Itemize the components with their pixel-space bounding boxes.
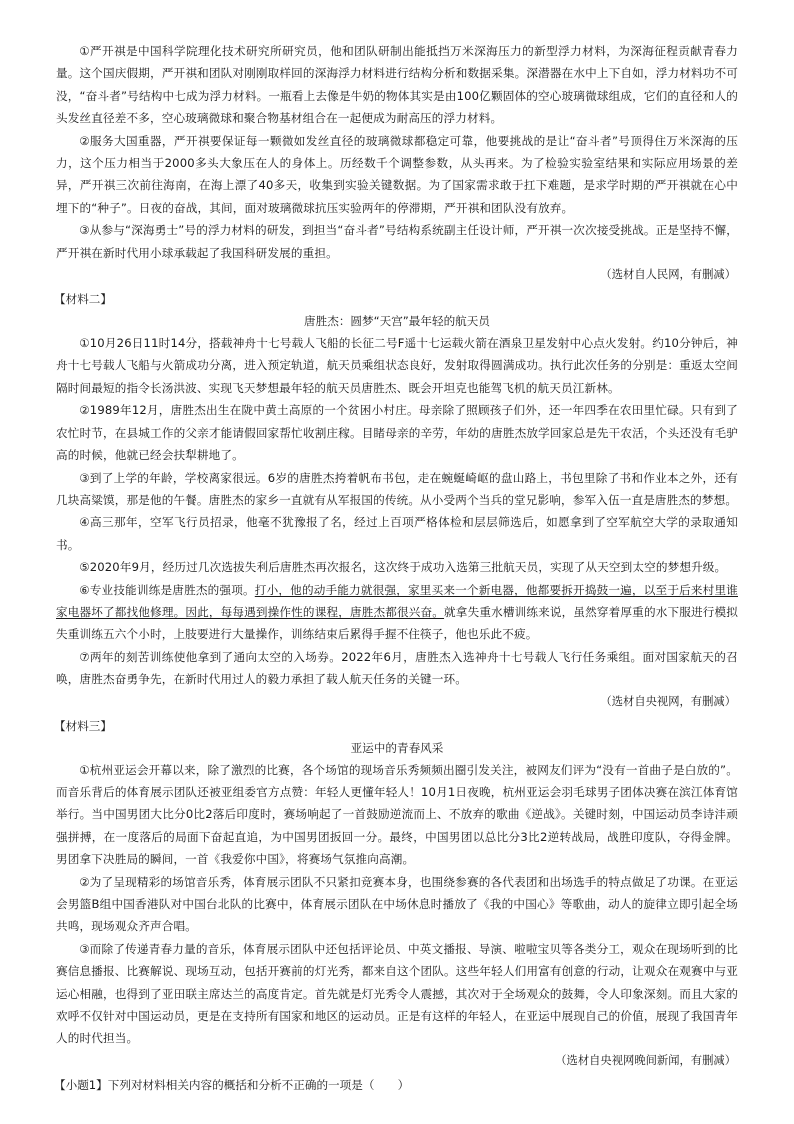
paragraph: ②服务大国重器，严开祺要保证每一颗微如发丝直径的玻璃微球都稳定可靠，他要挑战的是让“奋斗者”号顶得住万米深海的压力，这个压力相当于2000多头大象压在人的身体上。历经数千个调整参数，从头再来。为了检验实验室结果和实际应用场景的差异，严开祺三次前往海南，在海上漂了40多天，收集到实验关键数据。为了国家需求敢于扛下难题，是求学时期的严开祺就在心中埋下的“种子”。日夜的奋战，其间，面对玻璃微球抗压实验两年的停滞期，严开祺和团队没有放弃。 [56,133,738,215]
paragraph: ③从参与“深海勇士”号的浮力材料的研发，到担当“奋斗者”号结构系统副主任设计师，严开祺一次次接受挑战。正是坚持不懈，严开祺在新时代用小球承载起了我国科研发展的重担。 [56,223,738,260]
text-run: ⑥专业技能训练是唐胜杰的强项。 [79,582,255,597]
section-heading: 【材料二】 [54,292,112,307]
paragraph: ⑤2020年9月，经历过几次选拔失利后唐胜杰再次报名，这次终于成功入选第三批航天员，实现了从天空到太空的梦想升级。 [79,560,727,575]
paragraph-underlined [56,579,738,646]
document-page [56,40,738,1096]
material-two [56,288,738,713]
question-stem: 【小题1】下列对材料相关内容的概括和分析不正确的一项是（ ） [54,1077,410,1092]
source-note: （选材自央视网，有删减） [600,694,736,708]
paragraph: ②1989年12月，唐胜杰出生在陇中黄土高原的一个贫困小村庄。母亲除了照顾孩子们外，还一年四季在农田里忙碌。只有到了农忙时节，在县城工作的父亲才能请假回家帮忙收割庄稼。目睹母亲的辛劳，年幼的唐胜杰放学回家总是先干农活，个头还没有毛驴高的时候，他就已经会扶犁耕地了。 [56,403,738,463]
underlined-text: 打小，他的动手能力就很强，家里买来一个新电器，他都要拆开捣鼓一遍，以至于后来村里谁家电器坏了都找他修理。因此，每每遇到操作性的课程，唐胜杰都很兴奋。 [56,582,738,619]
paragraph: ①严开祺是中国科学院理化技术研究所研究员，他和团队研制出能抵挡万米深海压力的新型浮力材料，为深海征程贡献青春力量。这个国庆假期，严开祺和团队对刚刚取样回的深海浮力材料进行结构分析和数据采集。深潜器在水中上下自如，浮力材料功不可没，“奋斗者”号结构中七成为浮力材料。一瓶看上去像是牛奶的物体其实是由100亿颗固体的空心玻璃微球组成，它们的直径和人的头发丝直径差不多，空心玻璃微球和聚合物基材组合在一起便成为耐高压的浮力材料。 [56,44,738,126]
paragraph: ②为了呈现精彩的场馆音乐秀，体育展示团队不只紧扣竞赛本身，也围绕参赛的各代表团和出场选手的特点做足了功课。在亚运会男篮B组中国香港队对中国台北队的比赛中，体育展示团队在中场休息时播放了《我的中国心》等歌曲，动人的旋律立即引起全场共鸣，现场观众齐声合唱。 [56,874,738,934]
section-heading: 【材料三】 [54,718,112,733]
source-note: （选材自央视网晚间新闻，有删减） [555,1053,736,1067]
text-run: 就拿失重水槽训练来说，虽然穿着厚重的水下服进行模拟失重训练五六个小时，上肢要进行大量操作，训练结束后累得手握不住筷子，他也乐此不疲。 [56,604,738,642]
paragraph: ③而除了传递青春力量的音乐，体育展示团队中还包括评论员、中英文播报、导演、啦啦宝贝等各类分工，观众在现场听到的比赛信息播报、比赛解说、现场互动，包括开赛前的灯光秀，都来自这个团队。这些年轻人们用富有创意的行动，让观众在观赛中与亚运心相融，也得到了亚田联主席达兰的高度肯定。首先就是灯光秀令人震撼，其次对于全场观众的鼓舞，令人印象深刻。而且大家的欢呼不仅针对中国运动员，更是在支持所有国家和地区的运动员。正是有这样的年轻人，在亚运中展现自己的价值，展现了我国青年人的时代担当。 [56,941,738,1046]
source-note: （选材自人民网，有删减） [600,268,736,282]
paragraph: ③到了上学的年龄，学校离家很远。6岁的唐胜杰挎着帆布书包，走在蜿蜒崎岖的盘山路上，书包里除了书和作业本之外，还有几块高粱馍，那是他的午餐。唐胜杰的家乡一直就有从军报国的传统。从小受两个当兵的堂兄影响，参军入伍一直是唐胜杰的梦想。 [56,470,738,507]
paragraph: ④高三那年，空军飞行员招录，他毫不犹豫报了名，经过上百项严格体检和层层筛选后，如愿拿到了空军航空大学的录取通知书。 [56,515,738,552]
paragraph: ①杭州亚运会开幕以来，除了激烈的比赛，各个场馆的现场音乐秀频频出圈引发关注，被网友们评为“没有一首曲子是白放的”。而音乐背后的体育展示团队还被亚组委官方点赞：年轻人更懂年轻人！10月1日夜晚，杭州亚运会羽毛球男子团体决赛在滨江体育馆举行。当中国男团大比分0比2落后印度时，赛场响起了一首鼓励逆流而上、不放弃的歌曲《逆战》。关键时刻，中国运动员李诗沣顽强拼搏，在一度落后的局面下奋起直追，为中国男团扳回一分。最终，中国男团以总比分3比2逆转战局，战胜印度队，夺得金牌。男团拿下决胜局的瞬间，一首《我爱你中国》，将赛场气氛推向高潮。 [56,762,738,867]
article-title: 唐胜杰：圆梦“天宫”最年轻的航天员 [304,314,490,329]
paragraph: ⑦两年的刻苦训练使他拿到了通向太空的入场券。2022年6月，唐胜杰入选神舟十七号载人飞行任务乘组。面对国家航天的召唤，唐胜杰奋勇争先，在新时代用过人的毅力承担了载人航天任务的关键一环。 [56,649,738,687]
article-title: 亚运中的青春风采 [350,740,444,755]
paragraph: ①10月26日11时14分，搭载神舟十七号载人飞船的长征二号F遥十七运载火箭在酒泉卫星发射中心点火发射。约10分钟后，神舟十七号载人飞船与火箭成功分离，进入预定轨道，航天员乘组状态良好，发射取得圆满成功。执行此次任务的分别是：重返太空间隔时间最短的指令长汤洪波、实现飞天梦想最年轻的航天员唐胜杰、既会开坦克也能驾飞机的航天员江新林。 [56,336,738,395]
material-three [56,715,738,1072]
material-one [56,40,738,286]
